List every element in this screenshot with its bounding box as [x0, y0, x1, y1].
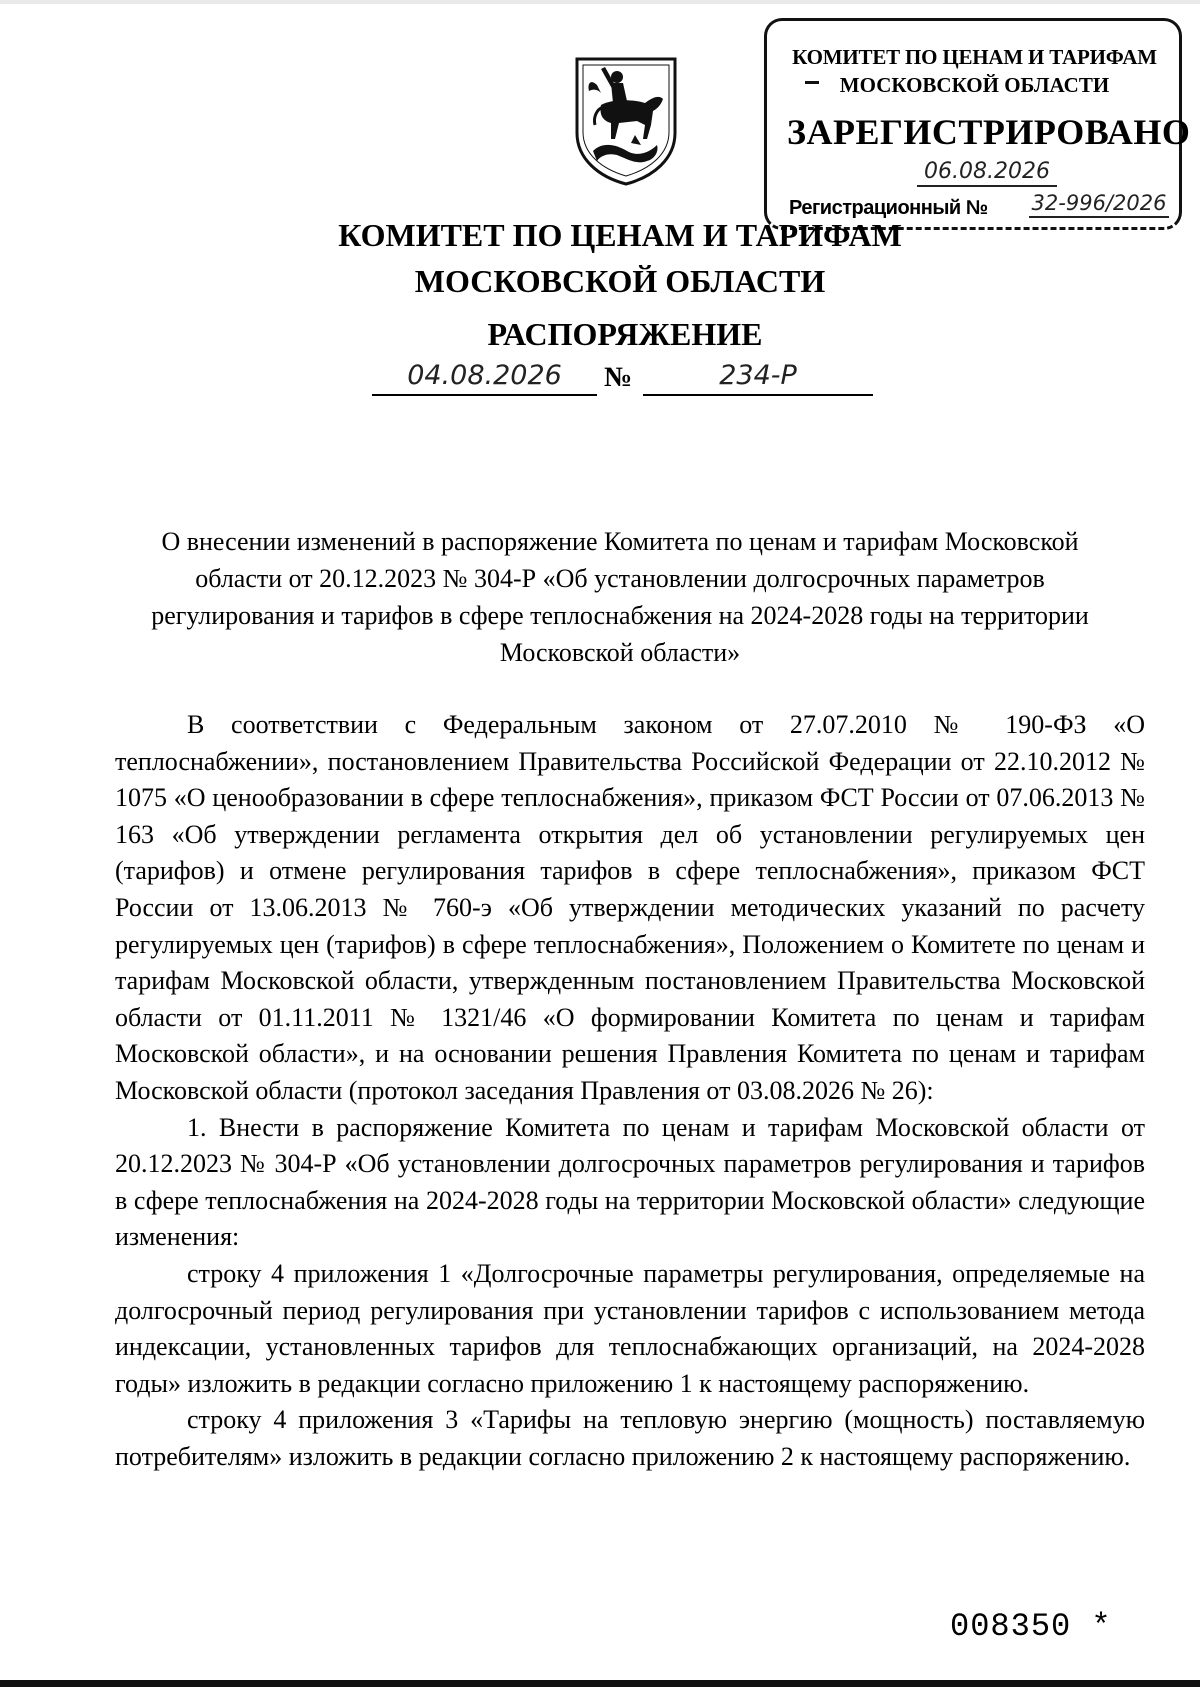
organization-name-line2: МОСКОВСКОЙ ОБЛАСТИ	[414, 263, 826, 299]
document-serial-code: 008350 *	[950, 1608, 1112, 1645]
stamp-date: 06.08.2026	[917, 159, 1057, 187]
stamp-number-label: Регистрационный №	[789, 197, 988, 219]
sub-item-1-paragraph: строку 4 приложения 1 «Долгосрочные параметры регулирования, определяемые на долгосрочный период регулирования при установлении тарифов с использованием метода индексации, установленных тарифов для теплоснабжающих организаций, на 2024-2028 годы» изложить в редакции согласно приложению 1 к настоящему распоряжению.	[115, 1258, 1145, 1398]
document-title: О внесении изменений в распоряжение Комитета по ценам и тарифам Московской области от 20.12.2023 № 304-Р «Об установлении долгосрочных параметров регулирования и тарифов в сфере теплоснабжения на 2024-2028 годы на территории Московской области»	[151, 527, 1089, 667]
item-1-paragraph: 1. Внести в распоряжение Комитета по ценам и тарифам Московской области от 20.12.2023 № 304-Р «Об установлении долгосрочных параметров регулирования и тарифов в сфере теплоснабжения на 2024-2028 годы на территории Московской области» следующие изменения:	[115, 1112, 1145, 1252]
preamble-paragraph: В соответствии с Федеральным законом от 27.07.2010 № 190-ФЗ «О теплоснабжении», постановлением Правительства Российской Федерации от 22.10.2012 № 1075 «О ценообразовании в сфере теплоснабжения», приказом ФСТ России от 07.06.2013 № 163 «Об утверждении регламента открытия дел об установлении регулируемых цен (тарифов) и отмене регулирования тарифов в сфере теплоснабжения», приказом ФСТ России от 13.06.2013 № 760-э «Об утверждении методических указаний по расчету регулируемых цен (тарифов) в сфере теплоснабжения», Положением о Комитете по ценам и тарифам Московской области, утвержденным постановлением Правительства Московской области от 01.11.2011 № 1321/46 «О формировании Комитета по ценам и тарифам Московской области», и на основании решения Правления Комитета по ценам и тарифам Московской области (протокол заседания Правления от 03.08.2026 № 26):	[115, 710, 1145, 1105]
document-number: 234-Р	[643, 360, 873, 396]
document-number-sign: №	[604, 362, 633, 393]
stamp-number-value: 32-996/2026	[1029, 191, 1169, 218]
organization-name-line1: КОМИТЕТ ПО ЦЕНАМ И ТАРИФАМ	[338, 217, 902, 253]
sub-item-2-paragraph: строку 4 приложения 3 «Тарифы на тепловую энергию (мощность) поставляемую потребителям» изложить в редакции согласно приложению 2 к настоящему распоряжению.	[115, 1405, 1145, 1471]
moscow-region-coat-of-arms-icon	[571, 55, 681, 187]
stamp-registered-text: ЗАРЕГИСТРИРОВАНО	[787, 112, 1191, 152]
document-date: 04.08.2026	[372, 360, 597, 396]
organization-name	[280, 212, 960, 304]
stamp-org-line2: МОСКОВСКОЙ ОБЛАСТИ	[839, 73, 1110, 97]
stamp-org-line1: КОМИТЕТ ПО ЦЕНАМ И ТАРИФАМ	[792, 45, 1157, 69]
scan-edge-top	[0, 0, 1200, 4]
scan-edge-bottom	[0, 1680, 1200, 1687]
document-body	[115, 707, 1145, 1475]
document-type: РАСПОРЯЖЕНИЕ	[487, 316, 763, 352]
registration-stamp	[764, 18, 1191, 230]
